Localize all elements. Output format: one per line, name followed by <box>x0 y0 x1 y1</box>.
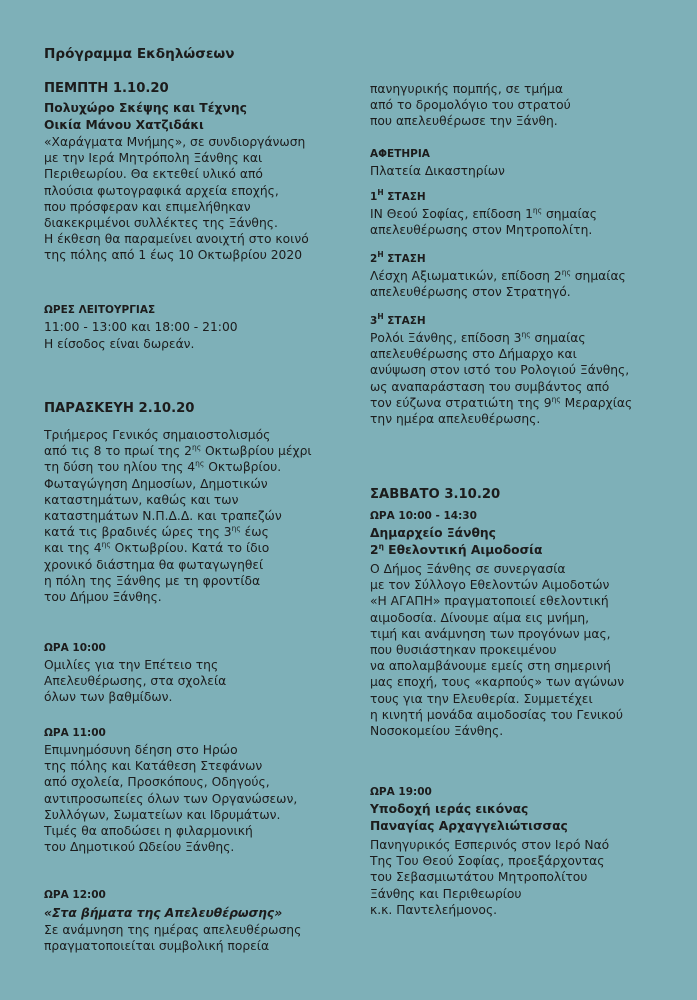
time-label-1000-1430: ΩΡΑ 10:00 - 14:30 <box>370 510 477 522</box>
blood-body <box>370 561 624 739</box>
body-line: Συλλόγων, Σωματείων και Ιδρυμάτων. <box>44 807 281 822</box>
body-line: Τιμές θα αποδώσει η φιλαρμονική <box>44 824 253 839</box>
icon-body <box>370 837 609 918</box>
body-line: που πρόσφεραν και επιμελήθηκαν <box>44 199 251 214</box>
body-line: ΙΝ Θεού Σοφίας, επίδοση $1^{\eta\varsigma}$ σημαίας <box>370 206 597 221</box>
stop-1-body <box>370 206 597 238</box>
body-line: καταστημάτων Ν.Π.Δ.Δ. και τραπεζών <box>44 509 282 524</box>
march-event-title: «Στα βήματα της Απελευθέρωσης» <box>44 906 283 920</box>
body-line: απελευθέρωσης στον Στρατηγό. <box>370 285 571 300</box>
body-line: Περιθεωρίου. Θα εκτεθεί υλικό από <box>44 167 263 182</box>
stop-3-label: $3^H$ ΣΤΑΣΗ <box>370 312 426 327</box>
body-line: όλων των βαθμίδων. <box>44 690 173 705</box>
body-line: Τριήμερος Γενικός σημαιοστολισμός <box>44 428 271 442</box>
h12-body-left <box>44 922 301 954</box>
body-line: από το δρομολόγιο του στρατού <box>370 98 571 113</box>
body-line: που απελευθέρωσε την Ξάνθη. <box>370 114 558 129</box>
body-line: που θυσιάστηκαν προκειμένου <box>370 643 557 658</box>
body-line: Λέσχη Αξιωματικών, επίδοση $2^{\eta\varsigma}$ σημαίας <box>370 268 626 283</box>
friday-day: ΠΑΡΑΣΚΕΥΗ 2.10.20 <box>44 401 195 416</box>
hours-label: ΩΡΕΣ ΛΕΙΤΟΥΡΓΙΑΣ <box>44 304 156 316</box>
body-line: Νοσοκομείου Ξάνθης. <box>370 724 504 739</box>
body-line: τη δύση του ηλίου της $4^{\eta\varsigma}$ Οκτωβρίου. <box>44 459 282 475</box>
body-line: τον εύζωνα στρατιώτη της $9^{\eta\varsigma}$ Μεραρχίας <box>370 394 633 410</box>
body-line: απελευθέρωσης στο Δήμαρχο και <box>370 347 577 362</box>
body-line: από τις 8 το πρωί της $2^{\eta\varsigma}$ Οκτωβρίου μέχρι <box>44 443 312 459</box>
body-line: Σε ανάμνηση της ημέρας απελευθέρωσης <box>44 923 302 937</box>
page-title: Πρόγραμμα Εκδηλώσεων <box>44 46 235 62</box>
body-line: Επιμνημόσυνη δέηση στο Ηρώο <box>44 743 238 757</box>
body-line: απελευθέρωσης στον Μητροπολίτη. <box>370 223 593 238</box>
body-line: Ομιλίες για την Επέτειο της <box>44 658 219 672</box>
body-line: Απελευθέρωσης, στα σχολεία <box>44 674 227 689</box>
body-line: Η έκθεση θα παραμείνει ανοιχτή στο κοινό <box>44 232 309 247</box>
body-line: Πανηγυρικός Εσπερινός στον Ιερό Ναό <box>370 838 610 852</box>
entry-text: Η είσοδος είναι δωρεάν. <box>44 337 195 351</box>
body-line: κ.κ. Παντελεήμονος. <box>370 902 498 917</box>
stop-2-label: $2^H$ ΣΤΑΣΗ <box>370 250 426 265</box>
body-line: καταστημάτων, καθώς και των <box>44 492 239 507</box>
blood-venue: Δημαρχείο Ξάνθης <box>370 526 496 540</box>
h11-body <box>44 742 297 855</box>
thursday-day: ΠΕΜΠΤΗ 1.10.20 <box>44 81 169 96</box>
body-line: τιμή και ανάμνηση των προγόνων μας, <box>370 626 611 641</box>
stop-2-body <box>370 268 626 300</box>
icon-event-title-1: Υποδοχή ιεράς εικόνας <box>370 802 529 816</box>
thursday-body <box>44 134 309 264</box>
body-line: Ρολόι Ξάνθης, επίδοση $3^{\eta\varsigma}$ σημαίας <box>370 330 586 345</box>
body-line: «Χαράγματα Μνήμης», σε συνδιοργάνωση <box>44 135 306 149</box>
body-line: του Σεβασμιωτάτου Μητροπολίτου <box>370 870 588 885</box>
body-line: Φωταγώγηση Δημοσίων, Δημοτικών <box>44 476 268 491</box>
start-label: ΑΦΕΤΗΡΙΑ <box>370 148 430 160</box>
body-line: Της Του Θεού Σοφίας, προεξάρχοντας <box>370 854 605 869</box>
body-line: πανηγυρικής πομπής, σε τμήμα <box>370 82 563 96</box>
body-line: της πόλης από 1 έως 10 Οκτωβρίου 2020 <box>44 248 303 263</box>
body-line: πλούσια φωτογραφικά αρχεία εποχής, <box>44 183 279 198</box>
body-line: του Δημοτικού Ωδείου Ξάνθης. <box>44 840 235 855</box>
thursday-venue-2: Οικία Μάνου Χατζιδάκι <box>44 118 204 132</box>
time-label-1900: ΩΡΑ 19:00 <box>370 786 432 798</box>
saturday-day: ΣΑΒΒΑΤΟ 3.10.20 <box>370 487 501 502</box>
time-label-1100: ΩΡΑ 11:00 <box>44 727 106 739</box>
hours-text: 11:00 - 13:00 και 18:00 - 21:00 <box>44 320 238 334</box>
body-line: την ημέρα απελευθέρωσης. <box>370 412 541 427</box>
body-line: κατά τις βραδινές ώρες της $3^{\eta\varsigma}$ έως <box>44 524 269 540</box>
body-line: της πόλης και Κατάθεση Στεφάνων <box>44 759 263 774</box>
stop-3-body <box>370 330 632 427</box>
body-line: ανύψωση στον ιστό του Ρολογιού Ξάνθης, <box>370 363 630 378</box>
blood-event-title: $2^\eta$ Εθελοντική Αιμοδοσία <box>370 542 543 557</box>
body-line: η κινητή μονάδα αιμοδοσίας του Γενικού <box>370 707 623 722</box>
body-line: μας εποχή, τους «καρπούς» των αγώνων <box>370 675 625 690</box>
body-line: αντιπροσωπείες όλων των Οργανώσεων, <box>44 791 298 806</box>
body-line: τους για την Ελευθερία. Συμμετέχει <box>370 691 593 706</box>
h12-body-right <box>370 81 571 130</box>
friday-body <box>44 427 312 605</box>
start-place: Πλατεία Δικαστηρίων <box>370 164 505 178</box>
h10-body <box>44 657 226 706</box>
body-line: με την Ιερά Μητρόπολη Ξάνθης και <box>44 151 263 166</box>
body-line: αιμοδοσία. Δίνουμε αίμα εις μνήμη, <box>370 610 590 625</box>
body-line: πραγματοποιείται συμβολική πορεία <box>44 939 270 954</box>
body-line: η πόλη της Ξάνθης με τη φροντίδα <box>44 573 261 588</box>
body-line: διακεκριμένοι συλλέκτες της Ξάνθης. <box>44 216 278 231</box>
body-line: του Δήμου Ξάνθης. <box>44 590 162 605</box>
body-line: Ξάνθης και Περιθεωρίου <box>370 886 522 901</box>
body-line: και της $4^{\eta\varsigma}$ Οκτωβρίου. Κατά το ίδιο <box>44 540 270 556</box>
thursday-venue-1: Πολυχώρο Σκέψης και Τέχνης <box>44 101 247 115</box>
body-line: «Η ΑΓΑΠΗ» πραγματοποιεί εθελοντική <box>370 594 609 609</box>
time-label-1000: ΩΡΑ 10:00 <box>44 642 106 654</box>
body-line: από σχολεία, Προσκόπους, Οδηγούς, <box>44 775 270 790</box>
body-line: να απολαμβάνουμε εμείς στη σημερινή <box>370 659 611 674</box>
body-line: ως αναπαράσταση του συμβάντος από <box>370 379 610 394</box>
stop-1-label: $1^H$ ΣΤΑΣΗ <box>370 188 426 203</box>
body-line: χρονικό διάστημα θα φωταγωγηθεί <box>44 557 264 572</box>
body-line: Ο Δήμος Ξάνθης σε συνεργασία <box>370 562 566 576</box>
icon-event-title-2: Παναγίας Αρχαγγελιώτισσας <box>370 819 568 833</box>
time-label-1200: ΩΡΑ 12:00 <box>44 889 106 901</box>
body-line: με τον Σύλλογο Εθελοντών Αιμοδοτών <box>370 578 610 593</box>
